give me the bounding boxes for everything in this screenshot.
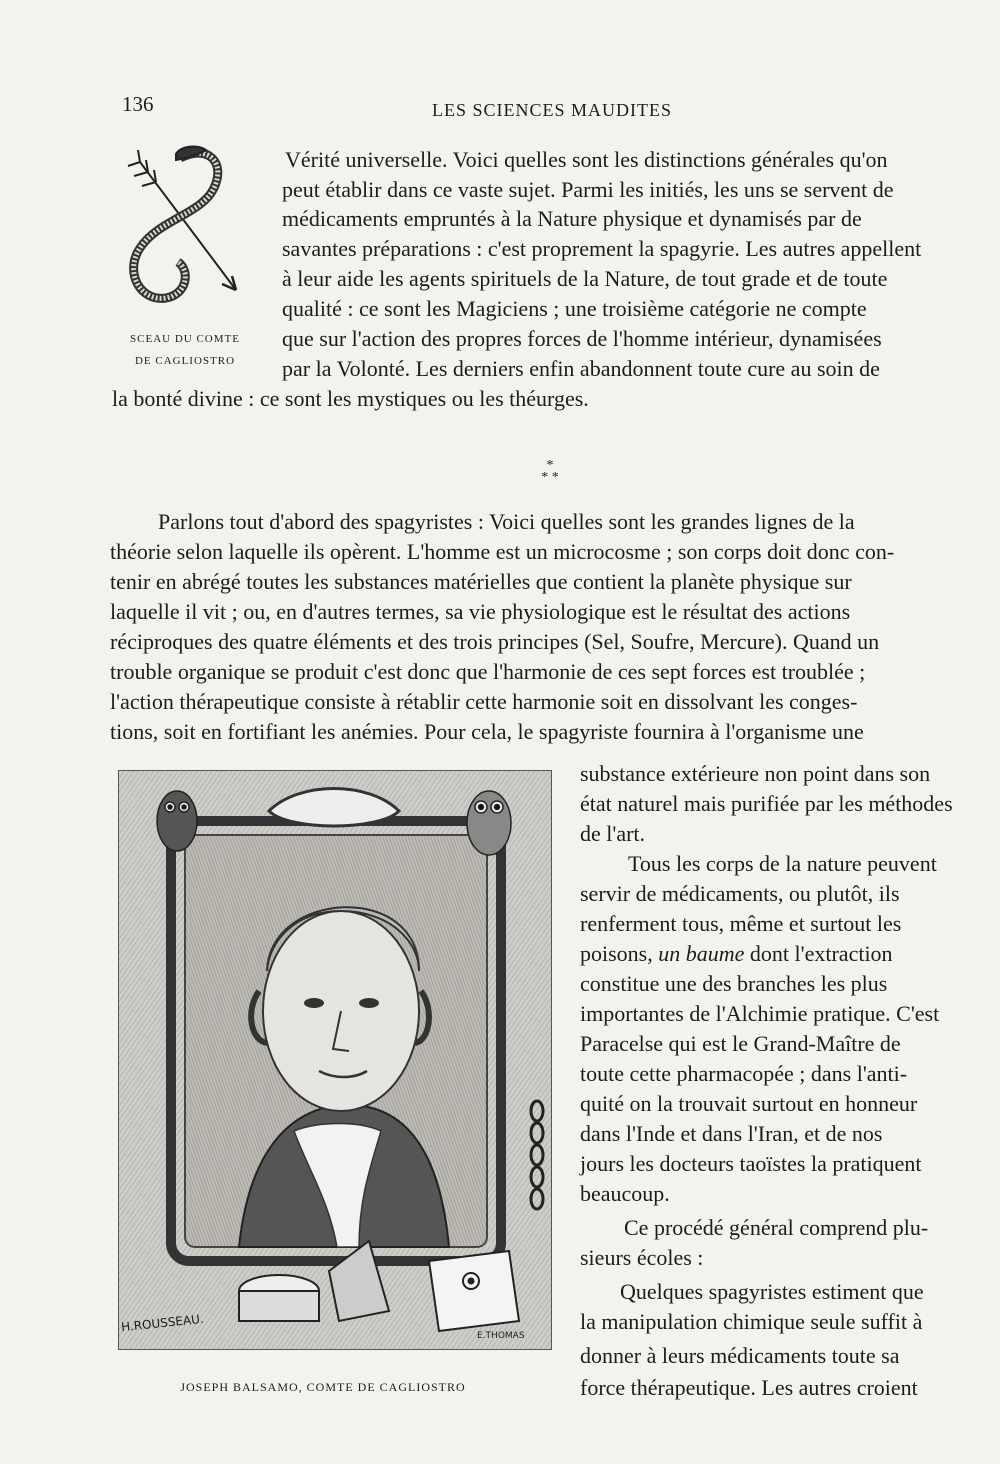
text-line: tenir en abrégé toutes les substances matérielles que contient la planète physique sur	[110, 569, 852, 594]
text-line: constitue une des branches les plus	[580, 971, 888, 996]
text-line: laquelle il vit ; ou, en d'autres termes, sa vie physiologique est le résultat des actions	[110, 599, 851, 624]
snake-body	[134, 153, 218, 298]
text-span: poisons,	[580, 941, 653, 966]
text-span: dont l'extraction	[749, 941, 893, 966]
cagliostro-seal-illustration	[118, 140, 248, 310]
text-line: force thérapeutique. Les autres croient	[580, 1375, 918, 1400]
arrow-head	[222, 276, 236, 290]
text-line: tions, soit en fortifiant les anémies. Pour cela, le spagyriste fournira à l'organisme une	[110, 719, 864, 744]
text-line: théorie selon laquelle ils opèrent. L'homme est un microcosme ; son corps doit donc con-	[110, 539, 895, 564]
section-separator	[520, 460, 580, 484]
text-line-mixed	[580, 940, 893, 967]
text-line: état naturel mais purifiée par les méthodes	[580, 791, 953, 816]
text-line: renferment tous, même et surtout les	[580, 911, 902, 936]
owl-left-icon	[157, 791, 197, 851]
engraver-signature-right: E.THOMAS	[477, 1331, 525, 1341]
text-line: Tous les corps de la nature peuvent	[628, 851, 937, 876]
text-line: quité on la trouvait surtout en honneur	[580, 1091, 918, 1116]
italic-phrase: un baume	[658, 941, 745, 966]
text-line: l'action thérapeutique consiste à rétablir cette harmonie soit en dissolvant les conges-	[110, 689, 858, 714]
portrait-engraving	[118, 770, 552, 1350]
text-line: Ce procédé général comprend plu-	[624, 1215, 929, 1240]
text-line: la manipulation chimique seule suffit à	[580, 1309, 923, 1334]
separator-star-top: *	[546, 458, 554, 473]
text-line: par la Volonté. Les derniers enfin abandonnent toute cure au soin de	[282, 356, 880, 381]
text-line: substance extérieure non point dans son	[580, 761, 931, 786]
text-line: la bonté divine : ce sont les mystiques ou les théurges.	[112, 386, 589, 411]
text-line: médicaments empruntés à la Nature physique et dynamisés par de	[282, 206, 862, 231]
text-line: importantes de l'Alchimie pratique. C'est	[580, 1001, 940, 1026]
text-line: réciproques des quatre éléments et des trois principes (Sel, Soufre, Mercure). Quand un	[110, 629, 880, 654]
seal-caption-line: DE CAGLIOSTRO	[134, 355, 236, 367]
text-line: que sur l'action des propres forces de l'homme intérieur, dynamisées	[282, 326, 882, 351]
seal-caption	[112, 328, 258, 372]
text-line: savantes préparations : c'est proprement la spagyrie. Les autres appellent	[282, 236, 922, 261]
text-line: sieurs écoles :	[580, 1245, 704, 1270]
text-line: Parlons tout d'abord des spagyristes : Voici quelles sont les grandes lignes de la	[158, 509, 855, 534]
text-line: beaucoup.	[580, 1181, 670, 1206]
page-number: 136	[122, 92, 154, 116]
text-line: Paracelse qui est le Grand-Maître de	[580, 1031, 901, 1056]
text-line: donner à leurs médicaments toute sa	[580, 1343, 900, 1368]
text-line: qualité : ce sont les Magiciens ; une troisième catégorie ne compte	[282, 296, 867, 321]
portrait-caption: JOSEPH BALSAMO, COMTE DE CAGLIOSTRO	[180, 1380, 466, 1394]
running-title: LES SCIENCES MAUDITES	[432, 100, 673, 120]
text-line: de l'art.	[580, 821, 646, 846]
text-line: à leur aide les agents spirituels de la Nature, de tout grade et de toute	[282, 266, 888, 291]
owl-right-icon	[467, 791, 511, 855]
separator-stars-bottom: * *	[541, 470, 559, 485]
text-line: toute cette pharmacopée ; dans l'anti-	[580, 1061, 908, 1086]
text-line: trouble organique se produit c'est donc que l'harmonie de ces sept forces est troublée ;	[110, 659, 866, 684]
portrait-artwork	[119, 771, 551, 1349]
arrow-fletching	[128, 150, 156, 186]
text-line: Vérité universelle. Voici quelles sont les distinctions générales qu'on	[285, 147, 888, 172]
engraver-signature-left: H.ROUSSEAU.	[120, 1311, 205, 1335]
text-line: dans l'Inde et dans l'Iran, et de nos	[580, 1121, 883, 1146]
text-line: Quelques spagyristes estiment que	[620, 1279, 924, 1304]
text-line: jours les docteurs taoïstes la pratiquent	[580, 1151, 922, 1176]
text-line: peut établir dans ce vaste sujet. Parmi les initiés, les uns se servent de	[282, 177, 894, 202]
text-line: servir de médicaments, ou plutôt, ils	[580, 881, 900, 906]
seal-caption-line: SCEAU DU COMTE	[130, 333, 240, 345]
